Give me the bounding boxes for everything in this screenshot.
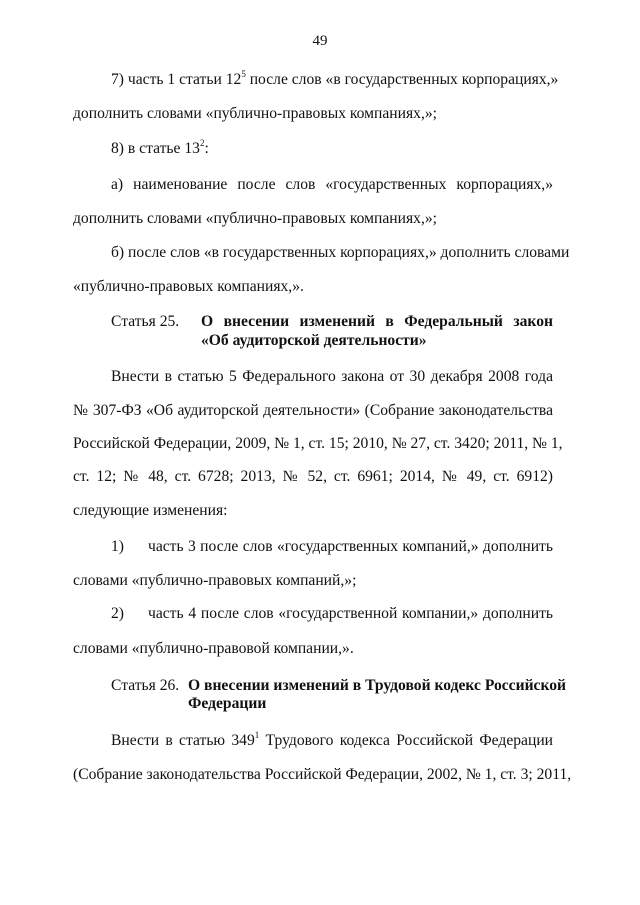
item8a-line1: а) наименование после слов «государственных корпорациях,» xyxy=(111,176,553,193)
article26-label: Статья 26. xyxy=(111,677,180,694)
article25-p4: ст. 12; № 48, ст. 6728; 2013, № 52, ст. 6961; 2014, № 49, ст. 6912) xyxy=(73,468,553,485)
article25-p3: Российской Федерации, 2009, № 1, ст. 15; 2010, № 27, ст. 3420; 2011, № 1, xyxy=(73,435,563,452)
article26-p2: (Собрание законодательства Российской Федерации, 2002, № 1, ст. 3; 2011, xyxy=(73,766,572,783)
item8-heading: 8) в статье $13^2$: xyxy=(111,137,209,157)
item8b-line2: «публично-правовых компаниях,». xyxy=(73,278,304,295)
article25-item2-number: 2) xyxy=(111,605,124,622)
article25-p2: № 307-ФЗ «Об аудиторской деятельности» (Собрание законодательства xyxy=(73,402,553,419)
article26-title-line2: Федерации xyxy=(188,695,267,712)
article25-title-line1: О внесении изменений в Федеральный закон xyxy=(201,313,553,330)
article25-item2-line2: словами «публично-правовой компании,». xyxy=(73,640,354,657)
article25-p5: следующие изменения: xyxy=(73,502,228,519)
article26-p1: Внести в статью $349^1$ Трудового кодекса Российской Федерации xyxy=(111,729,554,749)
article25-title-line2: «Об аудиторской деятельности» xyxy=(201,332,427,349)
article25-label: Статья 25. xyxy=(111,313,180,330)
item8a-line2: дополнить словами «публично-правовых компаниях,»; xyxy=(73,210,437,227)
article25-item1-number: 1) xyxy=(111,538,124,555)
item7-line1: 7) часть 1 статьи $12^5$ после слов «в государственных корпорациях,» xyxy=(111,68,559,88)
item7-line2: дополнить словами «публично-правовых компаниях,»; xyxy=(73,105,437,122)
article25-item1-line2: словами «публично-правовых компаний,»; xyxy=(73,572,357,589)
page-number: 49 xyxy=(312,33,328,49)
item8b-line1: б) после слов «в государственных корпорациях,» дополнить словами xyxy=(111,244,570,261)
article25-item1-line1: часть 3 после слов «государственных компаний,» дополнить xyxy=(148,538,553,555)
article26-title-line1: О внесении изменений в Трудовой кодекс Российской xyxy=(188,677,567,694)
article25-item2-line1: часть 4 после слов «государственной компании,» дополнить xyxy=(148,605,553,622)
article25-p1: Внести в статью 5 Федерального закона от 30 декабря 2008 года xyxy=(111,368,553,385)
